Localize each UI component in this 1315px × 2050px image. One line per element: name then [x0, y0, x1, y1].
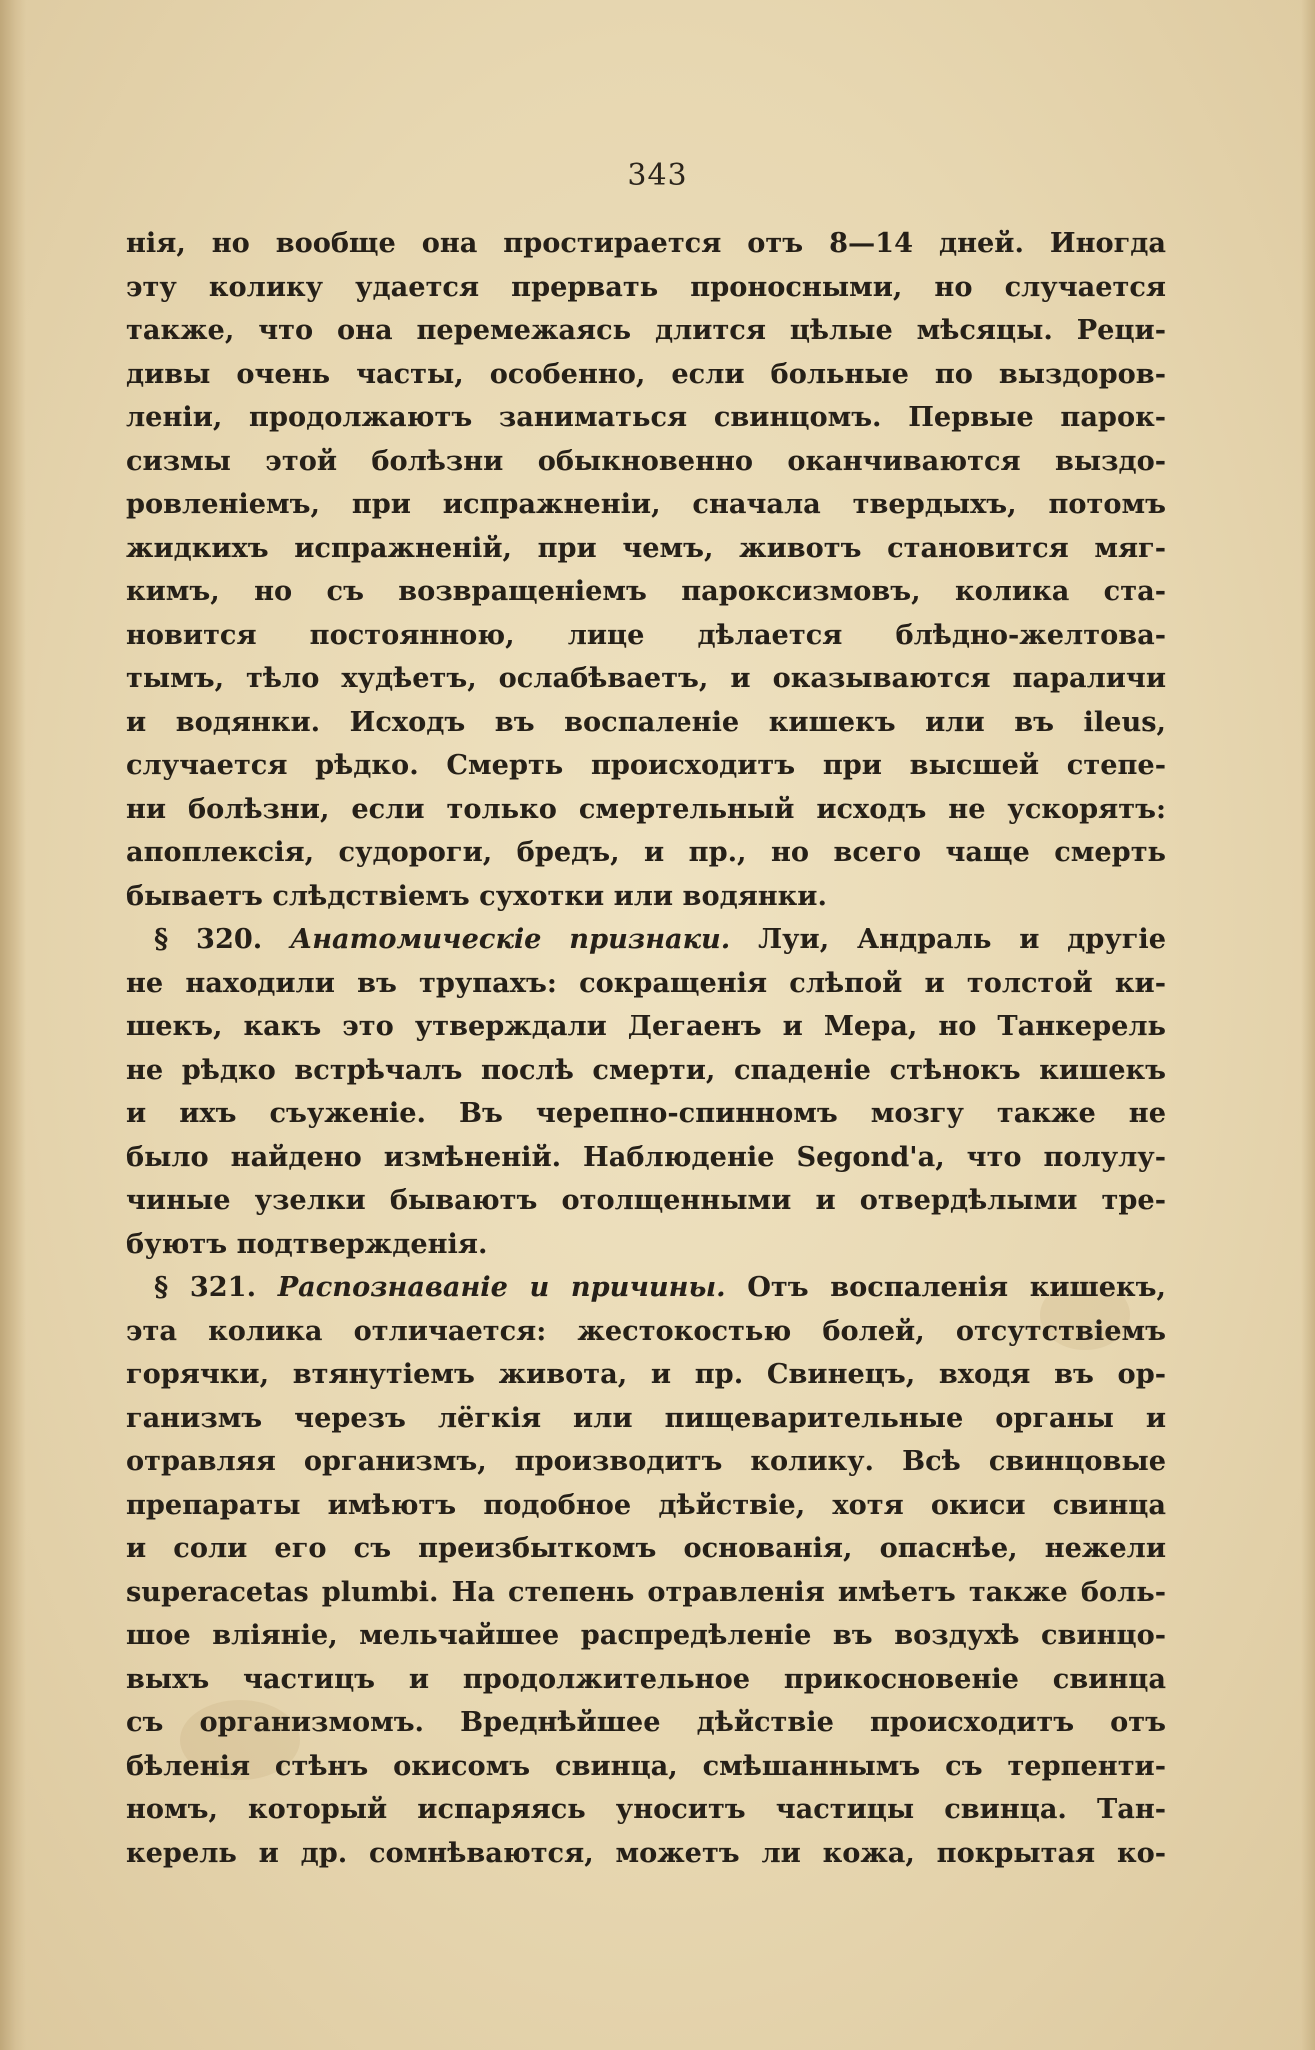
section-heading: Распознаваніе и причины. — [277, 1271, 726, 1303]
page-binding-shadow — [0, 0, 26, 2050]
text-line: ровленіемъ, при испражненіи, сначала твердыхъ, потомъ — [126, 488, 1166, 520]
text-line: ганизмъ черезъ лёгкія или пищеварительные органы и — [126, 1401, 1166, 1434]
text-line: не рѣдко встрѣчалъ послѣ смерти, спаденіе стѣнокъ кишекъ — [126, 1053, 1166, 1086]
text-line: съ организмомъ. Вреднѣйшее дѣйствіе происходитъ отъ — [126, 1706, 1166, 1738]
text-line: шекъ, какъ это утверждали Дегаенъ и Мера, но Танкерель — [126, 1010, 1166, 1042]
text-line: керель и др. сомнѣваются, можетъ ли кожа, покрытая ко- — [126, 1836, 1166, 1869]
text-line: сизмы этой болѣзни обыкновенно оканчиваются выздо- — [126, 444, 1166, 477]
text-line: отравляя организмъ, производитъ колику. Всѣ свинцовые — [126, 1445, 1166, 1477]
text-line: эта колика отличается: жестокостью болей, отсутствіемъ — [126, 1314, 1166, 1347]
text-line: выхъ частицъ и продолжительное прикосновеніе свинца — [126, 1662, 1166, 1695]
text-line: было найдено измѣненій. Наблюденіе Segond'а, что полулу- — [126, 1140, 1166, 1173]
section-number: § 321. — [154, 1271, 257, 1303]
text-line: нія, но вообще она простирается отъ 8—14 дней. Иногда — [126, 227, 1166, 259]
text-line: и водянки. Исходъ въ воспаленіе кишекъ или въ ileus, — [126, 705, 1166, 738]
text-line: апоплексія, судороги, бредъ, и пр., но всего чаще смерть — [126, 836, 1166, 868]
text-line: жидкихъ испражненій, при чемъ, животъ становится мяг- — [126, 531, 1166, 564]
text-line: новится постоянною, лице дѣлается блѣдно-желтова- — [126, 618, 1166, 651]
section-number: § 320. — [154, 923, 263, 955]
text-line: ни болѣзни, если только смертельный исходъ не ускорятъ: — [126, 792, 1166, 825]
page-body — [126, 222, 1166, 1875]
section-321-first-line — [126, 1266, 1166, 1310]
text-line: кимъ, но съ возвращеніемъ пароксизмовъ, колика ста- — [126, 575, 1166, 607]
text-line: случается рѣдко. Смерть происходитъ при высшей степе- — [126, 749, 1166, 781]
text-line: чиные узелки бываютъ отолщенными и отвердѣлыми тре- — [126, 1184, 1166, 1216]
text-line: superacetas plumbi. На степень отравленія имѣетъ также боль- — [126, 1575, 1166, 1608]
section-heading: Анатомическіе признаки. — [290, 923, 731, 955]
text-line: буютъ подтвержденія. — [126, 1227, 488, 1260]
text-line: не находили въ трупахъ: сокращенія слѣпой и толстой ки- — [126, 966, 1166, 999]
text-line: и соли его съ преизбыткомъ основанія, опаснѣе, нежели — [126, 1532, 1166, 1564]
text-line: и ихъ съуженіе. Въ черепно-спинномъ мозгу также не — [126, 1097, 1166, 1129]
text-line: эту колику удается прервать проносными, но случается — [126, 270, 1166, 303]
text-line: горячки, втянутіемъ живота, и пр. Свинецъ, входя въ ор- — [126, 1358, 1166, 1390]
text-line: дивы очень часты, особенно, если больные по выздоров- — [126, 357, 1166, 390]
text-line: бываетъ слѣдствіемъ сухотки или водянки. — [126, 879, 827, 912]
section-text: Луи, Андраль и другіе — [758, 923, 1166, 955]
text-line: шое вліяніе, мельчайшее распредѣленіе въ воздухѣ свинцо- — [126, 1619, 1166, 1651]
section-320-first-line — [126, 918, 1166, 962]
page-edge-shadow — [1301, 0, 1315, 2050]
text-line: также, что она перемежаясь длится цѣлые мѣсяцы. Реци- — [126, 314, 1166, 346]
text-line: бѣленія стѣнъ окисомъ свинца, смѣшаннымъ съ терпенти- — [126, 1749, 1166, 1782]
section-text: Отъ воспаленія кишекъ, — [747, 1271, 1166, 1303]
page-number: 343 — [627, 158, 688, 193]
text-line: леніи, продолжаютъ заниматься свинцомъ. Первые парок- — [126, 401, 1166, 433]
text-line: препараты имѣютъ подобное дѣйствіе, хотя окиси свинца — [126, 1488, 1166, 1521]
text-line: номъ, который испаряясь уноситъ частицы свинца. Тан- — [126, 1793, 1166, 1825]
text-line: тымъ, тѣло худѣетъ, ослабѣваетъ, и оказываются параличи — [126, 662, 1166, 694]
